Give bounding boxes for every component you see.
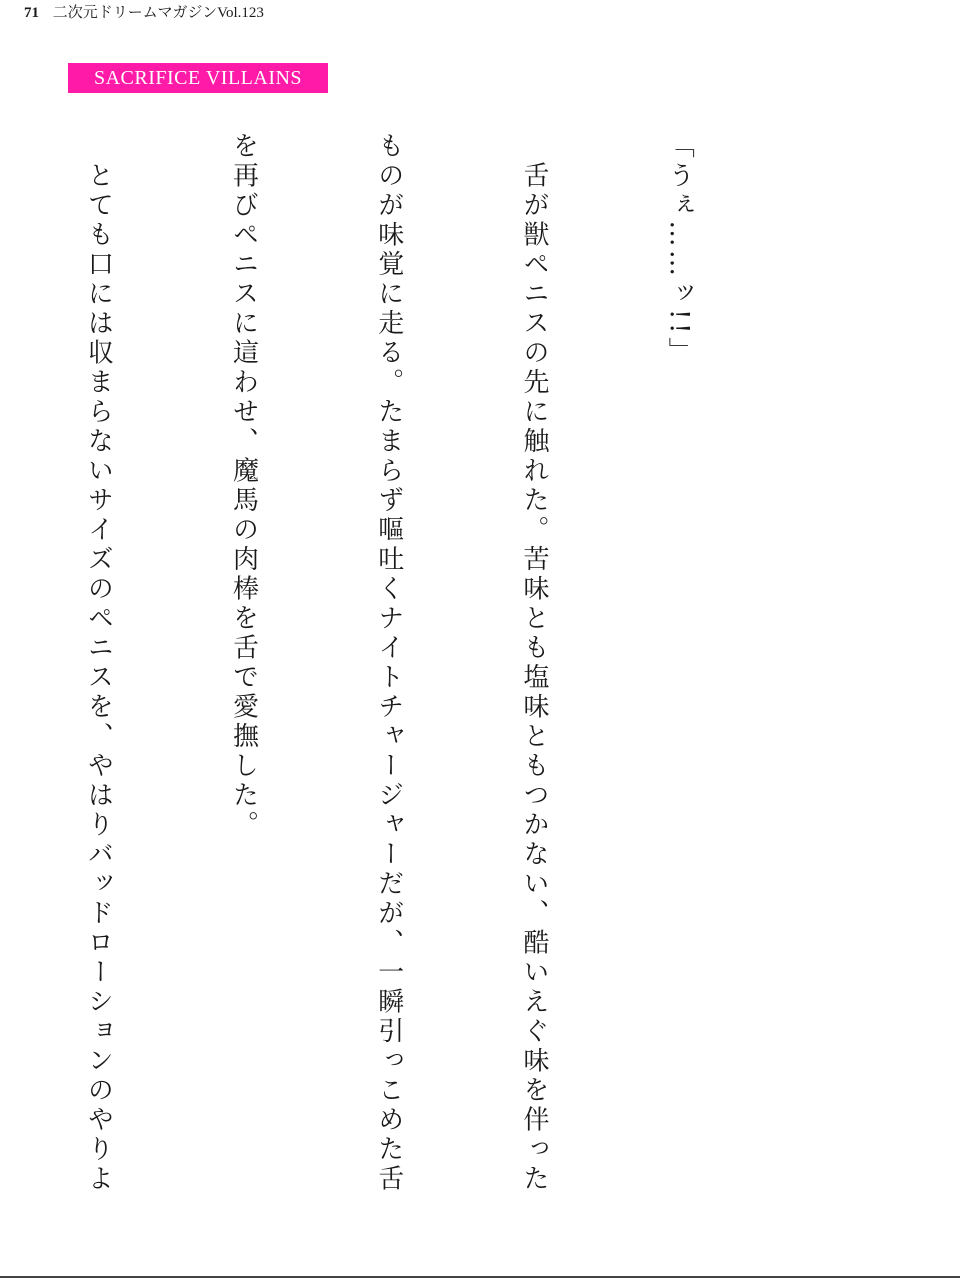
series-title-banner: SACRIFICE VILLAINS xyxy=(68,63,328,93)
page-number: 71 xyxy=(24,5,39,21)
story-line: ものが味覚に走る。たまらず嘔吐くナイトチャージャーだが、一瞬引っこめた舌 xyxy=(373,132,404,1194)
page-bottom-rule xyxy=(0,1276,960,1278)
story-line: 「うぇ……ッ!!」 xyxy=(664,132,695,367)
magazine-title: 二次元ドリームマガジンVol.123 xyxy=(52,5,264,21)
story-line: とても口には収まらないサイズのペニスを、やはりバッドローションのやりよ xyxy=(83,132,114,1194)
story-line: 舌が獣ペニスの先に触れた。苦味とも塩味ともつかない、酷いえぐ味を伴った xyxy=(518,132,549,1194)
story-body xyxy=(0,132,800,1194)
story-line: を再びペニスに這わせ、魔馬の肉棒を舌で愛撫した。 xyxy=(228,132,259,840)
page-header xyxy=(24,4,264,22)
